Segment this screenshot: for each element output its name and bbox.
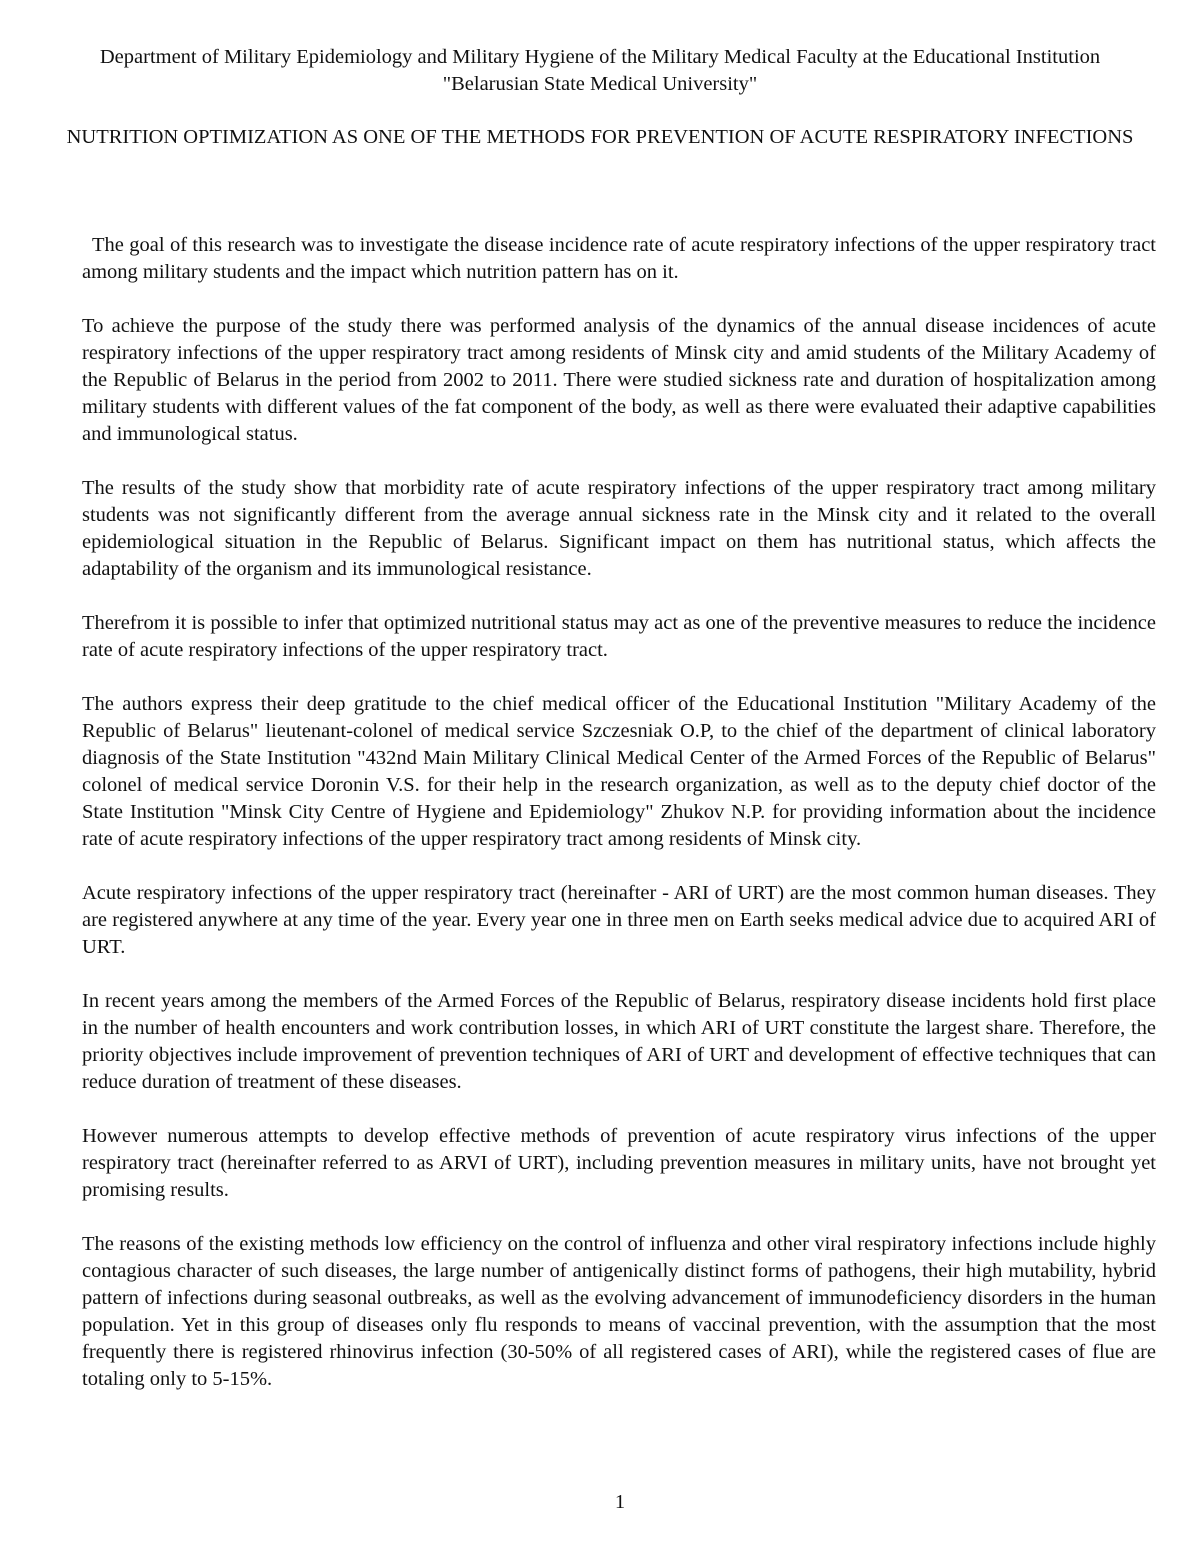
paragraph-conclusion: Therefrom it is possible to infer that optimized nutritional status may act as one of the preventive measures to reduce the incidence rate of acute respiratory infections of the upper respiratory tract. xyxy=(82,612,1156,661)
paper-title: NUTRITION OPTIMIZATION AS ONE OF THE METHODS FOR PREVENTION OF ACUTE RESPIRATORY INFECTIONS xyxy=(66,126,1134,148)
paragraph-low-efficiency: The reasons of the existing methods low efficiency on the control of influenza and other viral respiratory infections include highly contagious character of such diseases, the large number of antigenically distinct forms of pathogens, their high mutability, hybrid pattern of infections during seasonal outbreaks, as well as the evolving advancement of immunodeficiency disorders in the human population. Yet in this group of diseases only flu responds to means of vaccinal prevention, with the assumption that the most frequently there is registered rhinovirus infection (30-50% of all registered cases of ARI), while the registered cases of flue are totaling only to 5-15%. xyxy=(82,1233,1156,1390)
paragraph-introduction: Acute respiratory infections of the upper respiratory tract (hereinafter - ARI of URT) are the most common human diseases. They are registered anywhere at any time of the year. Every year one in three men on Earth seeks medical advice due to acquired ARI of URT. xyxy=(82,882,1156,958)
page-number: 1 xyxy=(614,1491,626,1513)
document-body xyxy=(82,232,1156,1420)
paragraph-acknowledgements: The authors express their deep gratitude to the chief medical officer of the Educational Institution "Military Academy of the Republic of Belarus" lieutenant-colonel of medical service Szczesniak O.P, to the chief of the department of clinical laboratory diagnosis of the State Institution "432nd Main Military Clinical Medical Center of the Armed Forces of the Republic of Belarus" colonel of medical service Doronin V.S. for their help in the research organization, as well as to the deputy chief doctor of the State Institution "Minsk City Centre of Hygiene and Epidemiology" Zhukov N.P. for providing information about the incidence rate of acute respiratory infections of the upper respiratory tract among residents of Minsk city. xyxy=(82,693,1156,850)
paragraph-armed-forces: In recent years among the members of the Armed Forces of the Republic of Belarus, respiratory disease incidents hold first place in the number of health encounters and work contribution losses, in which ARI of URT constitute the largest share. Therefore, the priority objectives include improvement of prevention techniques of ARI of URT and development of effective techniques that can reduce duration of treatment of these diseases. xyxy=(82,990,1156,1093)
paragraph-results: The results of the study show that morbidity rate of acute respiratory infections of the upper respiratory tract among military students was not significantly different from the average annual sickness rate in the Minsk city and it related to the overall epidemiological situation in the Republic of Belarus. Significant impact on them has nutritional status, which affects the adaptability of the organism and its immunological resistance. xyxy=(82,477,1156,580)
paragraph-methods: To achieve the purpose of the study there was performed analysis of the dynamics of the annual disease incidences of acute respiratory infections of the upper respiratory tract among residents of Minsk city and amid students of the Military Academy of the Republic of Belarus in the period from 2002 to 2011. There were studied sickness rate and duration of hospitalization among military students with different values of the fat component of the body, as well as there were evaluated their adaptive capabilities and immunological status. xyxy=(82,315,1156,445)
department-header: Department of Military Epidemiology and Military Hygiene of the Military Medical Faculty at the Educational Institution "Belarusian State Medical University" xyxy=(99,46,1101,95)
paragraph-prevention-attempts: However numerous attempts to develop effective methods of prevention of acute respiratory virus infections of the upper respiratory tract (hereinafter referred to as ARVI of URT), including prevention measures in military units, have not brought yet promising results. xyxy=(82,1125,1156,1201)
paragraph-goal: The goal of this research was to investigate the disease incidence rate of acute respiratory infections of the upper respiratory tract among military students and the impact which nutrition pattern has on it. xyxy=(82,234,1156,283)
